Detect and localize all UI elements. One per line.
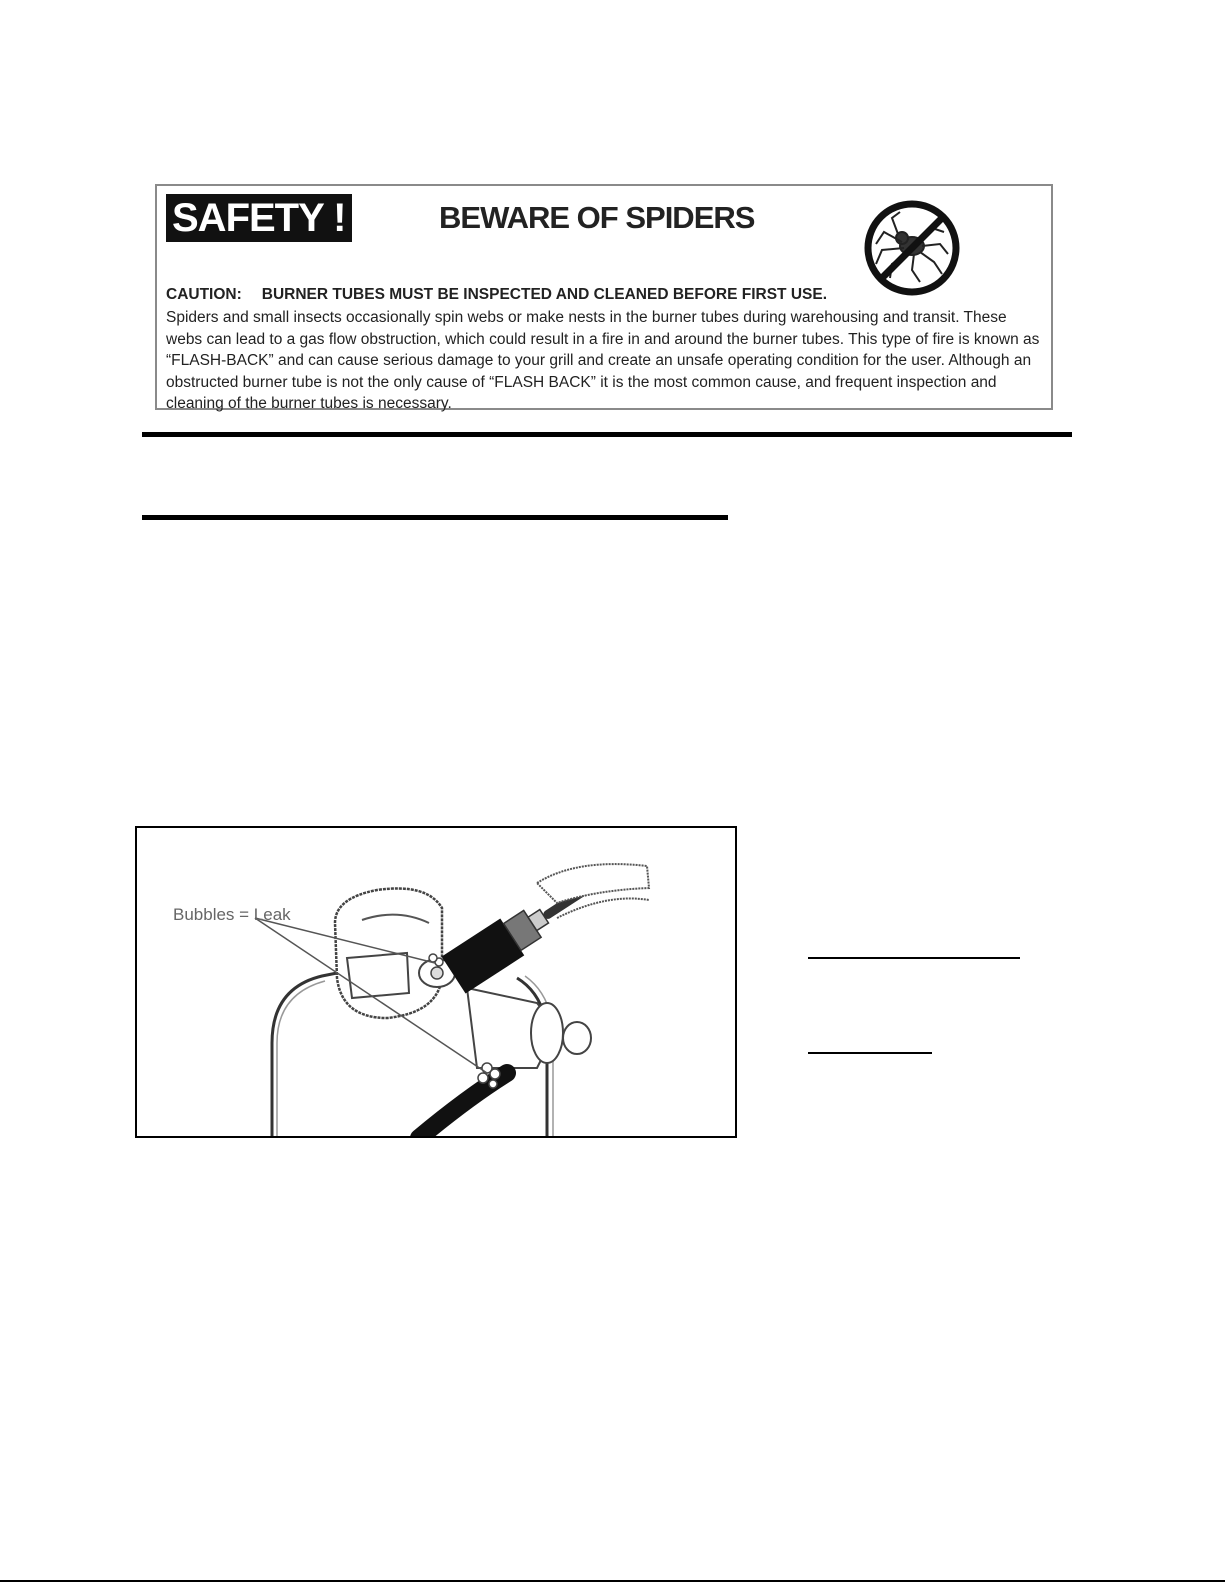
safety-badge: SAFETY ! bbox=[166, 194, 352, 242]
underline-rule bbox=[808, 957, 1020, 959]
leak-test-illustration bbox=[135, 826, 737, 1138]
page-bottom-rule bbox=[0, 1580, 1225, 1582]
bubbles-leak-label: Bubbles = Leak bbox=[173, 905, 291, 924]
safety-body-text: Spiders and small insects occasionally spin webs or make nests in the burner tubes during warehousing and transit. These webs can lead to a gas flow obstruction, which could result in a fire in and around the burner tubes. This type of fire is known as “FLASH-BACK” and can cause serious damage to your grill and create an unsafe operating condition for the user. Although an obstructed burner tube is not the only cause of “FLASH BACK” it is the most common cause, and frequent inspection and cleaning of the burner tubes is necessary. bbox=[166, 309, 1040, 412]
caution-line bbox=[166, 286, 827, 304]
no-spider-icon bbox=[862, 198, 962, 298]
safety-warning-box bbox=[155, 184, 1053, 410]
propane-tank-drawing bbox=[137, 828, 737, 1138]
caution-label: CAUTION: bbox=[166, 286, 242, 303]
caution-text: BURNER TUBES MUST BE INSPECTED AND CLEANED BEFORE FIRST USE. bbox=[261, 286, 827, 303]
section-rule-full bbox=[142, 432, 1072, 437]
underline-rule bbox=[808, 1052, 932, 1054]
section-rule-partial bbox=[142, 515, 728, 520]
safety-heading: BEWARE OF SPIDERS bbox=[439, 200, 755, 235]
